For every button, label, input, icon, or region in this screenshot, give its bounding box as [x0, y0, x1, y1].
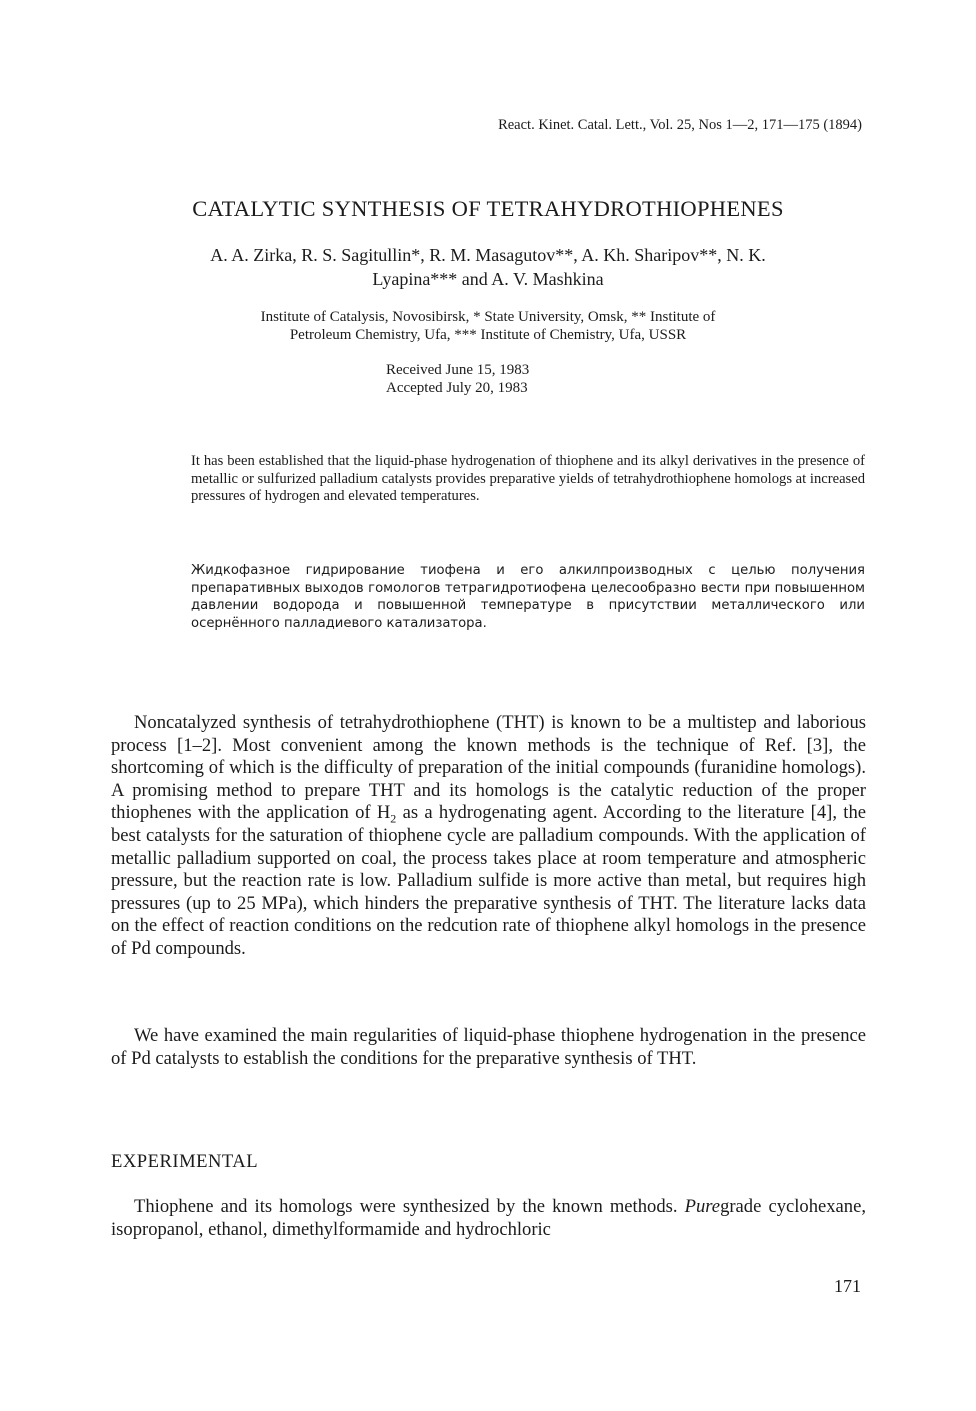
section-heading-experimental: EXPERIMENTAL	[111, 1151, 259, 1172]
submission-dates	[386, 361, 529, 397]
affiliation-line-1: Institute of Catalysis, Novosibirsk, * State University, Omsk, ** Institute of	[260, 309, 716, 325]
paragraph-3-text-b: grade cyclohexane, isopropanol, ethanol, dimethylformamide and hydrochloric	[111, 1196, 867, 1240]
abstract-russian: Жидкофазное гидрирование тиофена и его алкилпроизводных с целью получения препаративных выходов гомологов тетрагидротиофена целесообразно вести при повышенном давлении водорода и повышенной температуре в присутствии металлического или осернённого палладиевого катализатора.	[191, 563, 865, 631]
page-number: 171	[834, 1276, 861, 1296]
h2-subscript: 2	[390, 812, 397, 827]
affiliation-line-2: Petroleum Chemistry, Ufa, *** Institute of Chemistry, Ufa, USSR	[289, 327, 687, 343]
authors-line-1: A. A. Zirka, R. S. Sagitullin*, R. M. Masagutov**, A. Kh. Sharipov**, N. K.	[210, 245, 766, 265]
authors-line-2: Lyapina*** and A. V. Mashkina	[372, 269, 604, 289]
paragraph-3-text-a: Thiophene and its homologs were synthesized by the known methods.	[134, 1196, 685, 1217]
paragraph-1-text-a: Noncatalyzed synthesis of tetrahydrothiophene (THT) is known to be a multistep and laborious process [1–2]. Most convenient among the known methods is the technique of Ref. [3], the shortcoming of which is the difficulty of preparation of the initial compounds (furanidine homologs). A promising method to prepare THT and its homologs is the catalytic reduction of the proper thiophenes with the application of H	[111, 712, 866, 824]
body-paragraph-2: We have examined the main regularities of liquid-phase thiophene hydrogenation in the presence of Pd catalysts to establish the conditions for the preparative synthesis of THT.	[111, 1025, 866, 1069]
affiliations	[140, 308, 836, 344]
paragraph-1-text-b: as a hydrogenating agent. According to the literature [4], the best catalysts for the saturation of thiophene cycle are palladium compounds. With the application of metallic palladium supported on coal, the process takes place at room temperature and atmospheric pressure, but the reaction rate is low. Palladium sulfide is more active than metal, but requires high pressures (up to 25 MPa), which hinders the preparative synthesis of THT. The literature lacks data on the effect of reaction conditions on the redcution rate of thiophene alkyl homologs in the presence of Pd compounds.	[111, 802, 866, 959]
author-list	[108, 243, 868, 291]
body-paragraph-3	[111, 1196, 866, 1241]
article-title: CATALYTIC SYNTHESIS OF TETRAHYDROTHIOPHENES	[192, 196, 784, 221]
body-paragraph-1	[111, 712, 866, 961]
abstract-english: It has been established that the liquid-phase hydrogenation of thiophene and its alkyl derivatives in the presence of metallic or sulfurized palladium catalysts provides preparative yields of tetrahydrothiophene homologs at increased pressures of hydrogen and elevated temperatures.	[191, 453, 865, 504]
running-head: React. Kinet. Catal. Lett., Vol. 25, Nos 1—2, 171—175 (1894)	[498, 117, 862, 133]
accepted-date: Accepted July 20, 1983	[386, 380, 528, 396]
received-date: Received June 15, 1983	[386, 362, 530, 378]
paragraph-3-italic: Pure	[684, 1196, 721, 1217]
